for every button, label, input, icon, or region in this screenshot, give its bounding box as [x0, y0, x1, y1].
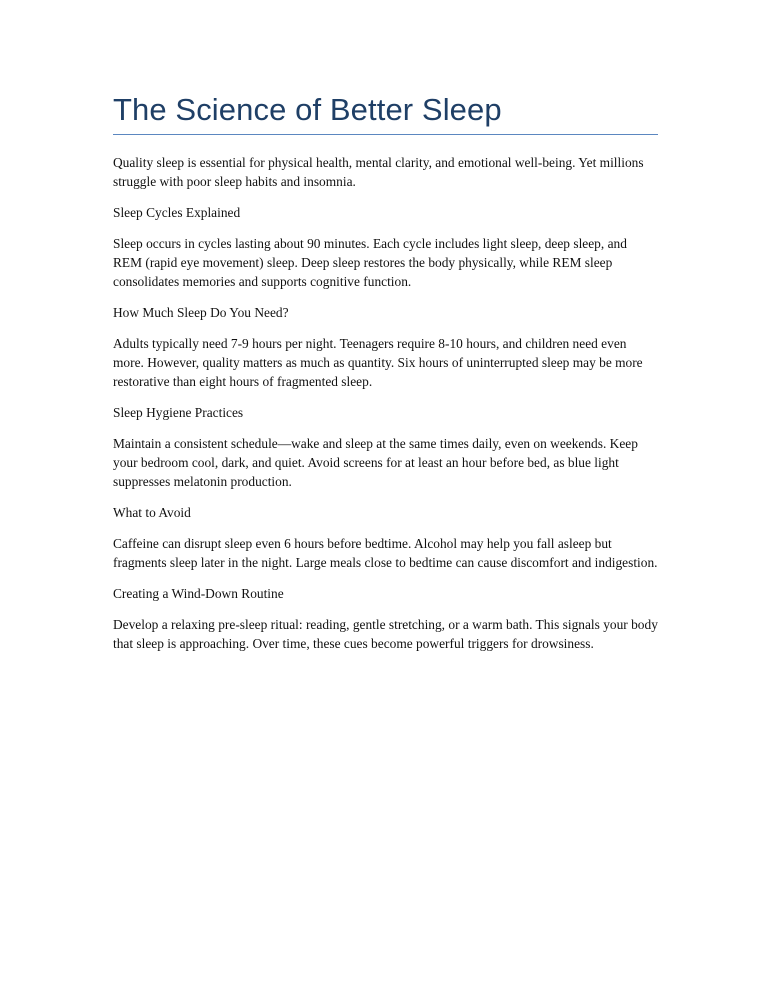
section-heading-sleep-cycles: Sleep Cycles Explained [113, 205, 241, 220]
intro-paragraph: Quality sleep is essential for physical health, mental clarity, and emotional well-being. Yet millions struggle with poor sleep habits and insomnia. [113, 155, 644, 189]
document-title: The Science of Better Sleep [113, 90, 658, 135]
section-heading-what-to-avoid: What to Avoid [113, 505, 191, 520]
document-content [113, 90, 658, 653]
section-body-sleep-cycles: Sleep occurs in cycles lasting about 90 minutes. Each cycle includes light sleep, deep sleep, and REM (rapid eye movement) sleep. Deep sleep restores the body physically, while REM sleep consolidates memories and supports cognitive function. [113, 236, 627, 289]
section-body-what-to-avoid: Caffeine can disrupt sleep even 6 hours before bedtime. Alcohol may help you fall asleep but fragments sleep later in the night. Large meals close to bedtime can cause discomfort and indigestion. [113, 536, 658, 570]
section-body-sleep-hygiene: Maintain a consistent schedule—wake and sleep at the same times daily, even on weekends. Keep your bedroom cool, dark, and quiet. Avoid screens for at least an hour before bed, as blue light suppresses melatonin production. [113, 436, 638, 489]
section-body-how-much-sleep: Adults typically need 7-9 hours per night. Teenagers require 8-10 hours, and children need even more. However, quality matters as much as quantity. Six hours of uninterrupted sleep may be more restorative than eight hours of fragmented sleep. [113, 336, 643, 389]
section-body-wind-down: Develop a relaxing pre-sleep ritual: reading, gentle stretching, or a warm bath. This signals your body that sleep is approaching. Over time, these cues become powerful triggers for drowsiness. [113, 617, 658, 651]
section-heading-wind-down: Creating a Wind-Down Routine [113, 586, 284, 601]
section-heading-sleep-hygiene: Sleep Hygiene Practices [113, 405, 244, 420]
section-heading-how-much-sleep: How Much Sleep Do You Need? [113, 305, 289, 320]
